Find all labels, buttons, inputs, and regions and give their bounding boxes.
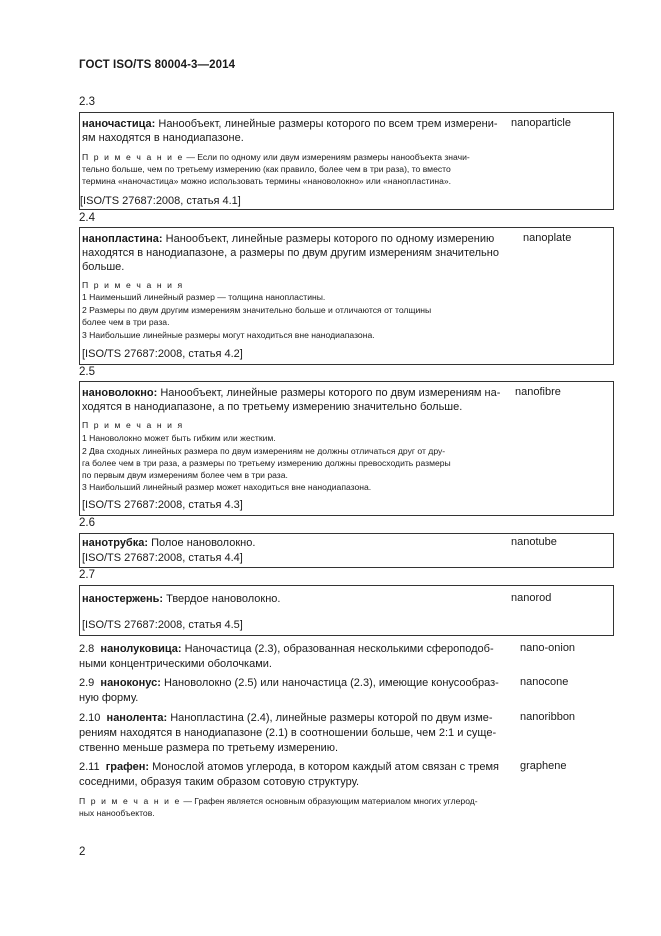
- note-title: П р и м е ч а н и е: [82, 152, 184, 162]
- term: нанопластина:: [82, 233, 163, 245]
- entry-number: 2.10: [79, 712, 101, 724]
- entry-number: 2.6: [79, 517, 95, 529]
- definition-line: соседними, образуя таким образом сотовую структуру.: [79, 776, 360, 788]
- note-line: 1 Нановолокно может быть гибким или жестким.: [82, 433, 276, 443]
- source-reference: [ISO/TS 27687:2008, статья 4.4]: [82, 552, 243, 564]
- definition-line: Полое нановолокно.: [151, 537, 256, 549]
- definition-line: Наночастица (2.3), образованная несколькими сфероподоб-: [184, 643, 494, 655]
- page-number: 2: [79, 846, 86, 858]
- term: наностержень:: [82, 593, 164, 605]
- entry-number: 2.5: [79, 366, 95, 378]
- note-line: тельно больше, чем по третьему измерению (как правило, более чем в три раза), то вместо: [82, 164, 451, 174]
- note-line: более чем в три раза.: [82, 317, 170, 327]
- term: наноконус:: [100, 677, 161, 689]
- definition-line: больше.: [82, 261, 125, 273]
- definition-line: находятся в нанодиапазоне, а размеры по двум другим измерениям значительно: [82, 247, 499, 259]
- source-reference: [ISO/TS 27687:2008, статья 4.2]: [82, 348, 243, 360]
- note-line: — Если по одному или двум измерениям размеры нанообъекта значи-: [186, 152, 470, 162]
- source-reference: [ISO/TS 27687:2008, статья 4.3]: [82, 499, 243, 511]
- term-box-nanoparticle: [79, 112, 614, 210]
- note-line: 2 Размеры по двум другим измерениям значительно больше и отличаются от толщины: [82, 305, 432, 315]
- document-header: ГОСТ ISO/TS 80004-3—2014: [79, 59, 236, 71]
- definition-line: ную форму.: [79, 692, 139, 704]
- note-title: П р и м е ч а н и я: [82, 280, 184, 290]
- entry-nanocone: [79, 676, 509, 706]
- source-reference: [ISO/TS 27687:2008, статья 4.1]: [80, 195, 241, 207]
- note-line: термина «наночастица» можно использовать термины «нановолокно» или «нанопластина».: [82, 176, 452, 186]
- english-term: nanoplate: [523, 232, 572, 244]
- term: наночастица:: [82, 118, 156, 130]
- term-box-nanofibre: [79, 381, 614, 516]
- definition-line: Твердое нановолокно.: [166, 593, 281, 605]
- english-term: nanotube: [511, 536, 557, 548]
- term: нановолокно:: [82, 387, 158, 399]
- english-term: nanoribbon: [520, 711, 576, 723]
- note-line: — Графен является основным образующим материалом многих углерод-: [183, 796, 478, 806]
- definition-line: Нанопластина (2.4), линейные размеры которой по двум изме-: [170, 712, 493, 724]
- definition-line: ям находятся в нанодиапазоне.: [82, 132, 244, 144]
- entry-number: 2.7: [79, 569, 95, 581]
- note-line: по первым двум измерениям более чем в три раза.: [82, 470, 288, 480]
- note-line: 2 Два сходных линейных размера по двум измерениям не должны отличаться друг от дру-: [82, 446, 446, 456]
- english-term: nano-onion: [520, 642, 576, 654]
- english-term: nanocone: [520, 676, 569, 688]
- term: нанолуковица:: [100, 643, 182, 655]
- note-title: П р и м е ч а н и е: [79, 796, 181, 806]
- note-title: П р и м е ч а н и я: [82, 420, 184, 430]
- term-box-nanotube: [79, 533, 614, 568]
- english-term: nanoparticle: [511, 117, 571, 129]
- definition-line: Нанообъект, линейные размеры которого по всем трем измерени-: [158, 118, 498, 130]
- definition-line: рениям находятся в нанодиапазоне (2.1) в соотношении больше, чем 2:1 и суще-: [79, 727, 497, 739]
- source-reference: [ISO/TS 27687:2008, статья 4.5]: [82, 619, 243, 631]
- definition-line: Нановолокно (2.5) или наночастица (2.3), имеющие конусообраз-: [163, 677, 499, 689]
- note-line: 1 Наименьший линейный размер — толщина нанопластины.: [82, 292, 326, 302]
- term: графен:: [105, 761, 150, 773]
- term: нанотрубка:: [82, 537, 149, 549]
- entry-number: 2.8: [79, 643, 95, 655]
- note-line: 3 Наибольший линейный размер может находиться вне нанодиапазона.: [82, 482, 372, 492]
- entry-number: 2.4: [79, 212, 95, 224]
- entry-number: 2.11: [79, 761, 100, 773]
- definition-line: Нанообъект, линейные размеры которого по одному измерению: [165, 233, 495, 245]
- term-box-nanoplate: [79, 227, 614, 365]
- definition-line: ственно меньше размера по третьему измерению.: [79, 742, 339, 754]
- term: нанолента:: [106, 712, 168, 724]
- note-line: га более чем в три раза, а размеры по третьему измерению должны превосходить размеры: [82, 458, 451, 468]
- entry-nano-onion: [79, 642, 509, 672]
- definition-line: ходятся в нанодиапазоне, а по третьему измерению значительно больше.: [82, 401, 463, 413]
- definition-line: Монослой атомов углерода, в котором каждый атом связан с тремя: [152, 761, 500, 773]
- note-line: ных нанообъектов.: [79, 808, 155, 818]
- entry-number: 2.3: [79, 96, 95, 108]
- definition-line: ными концентрическими оболочками.: [79, 658, 272, 670]
- entry-graphene: [79, 760, 509, 790]
- term-box-nanorod: [79, 585, 614, 636]
- english-term: graphene: [520, 760, 567, 772]
- entry-number: 2.9: [79, 677, 95, 689]
- english-term: nanorod: [511, 592, 552, 604]
- note-line: 3 Наибольшие линейные размеры могут находиться вне нанодиапазона.: [82, 330, 375, 340]
- definition-line: Нанообъект, линейные размеры которого по двум измерениям на-: [160, 387, 501, 399]
- entry-nanoribbon: [79, 711, 509, 756]
- english-term: nanofibre: [515, 386, 561, 398]
